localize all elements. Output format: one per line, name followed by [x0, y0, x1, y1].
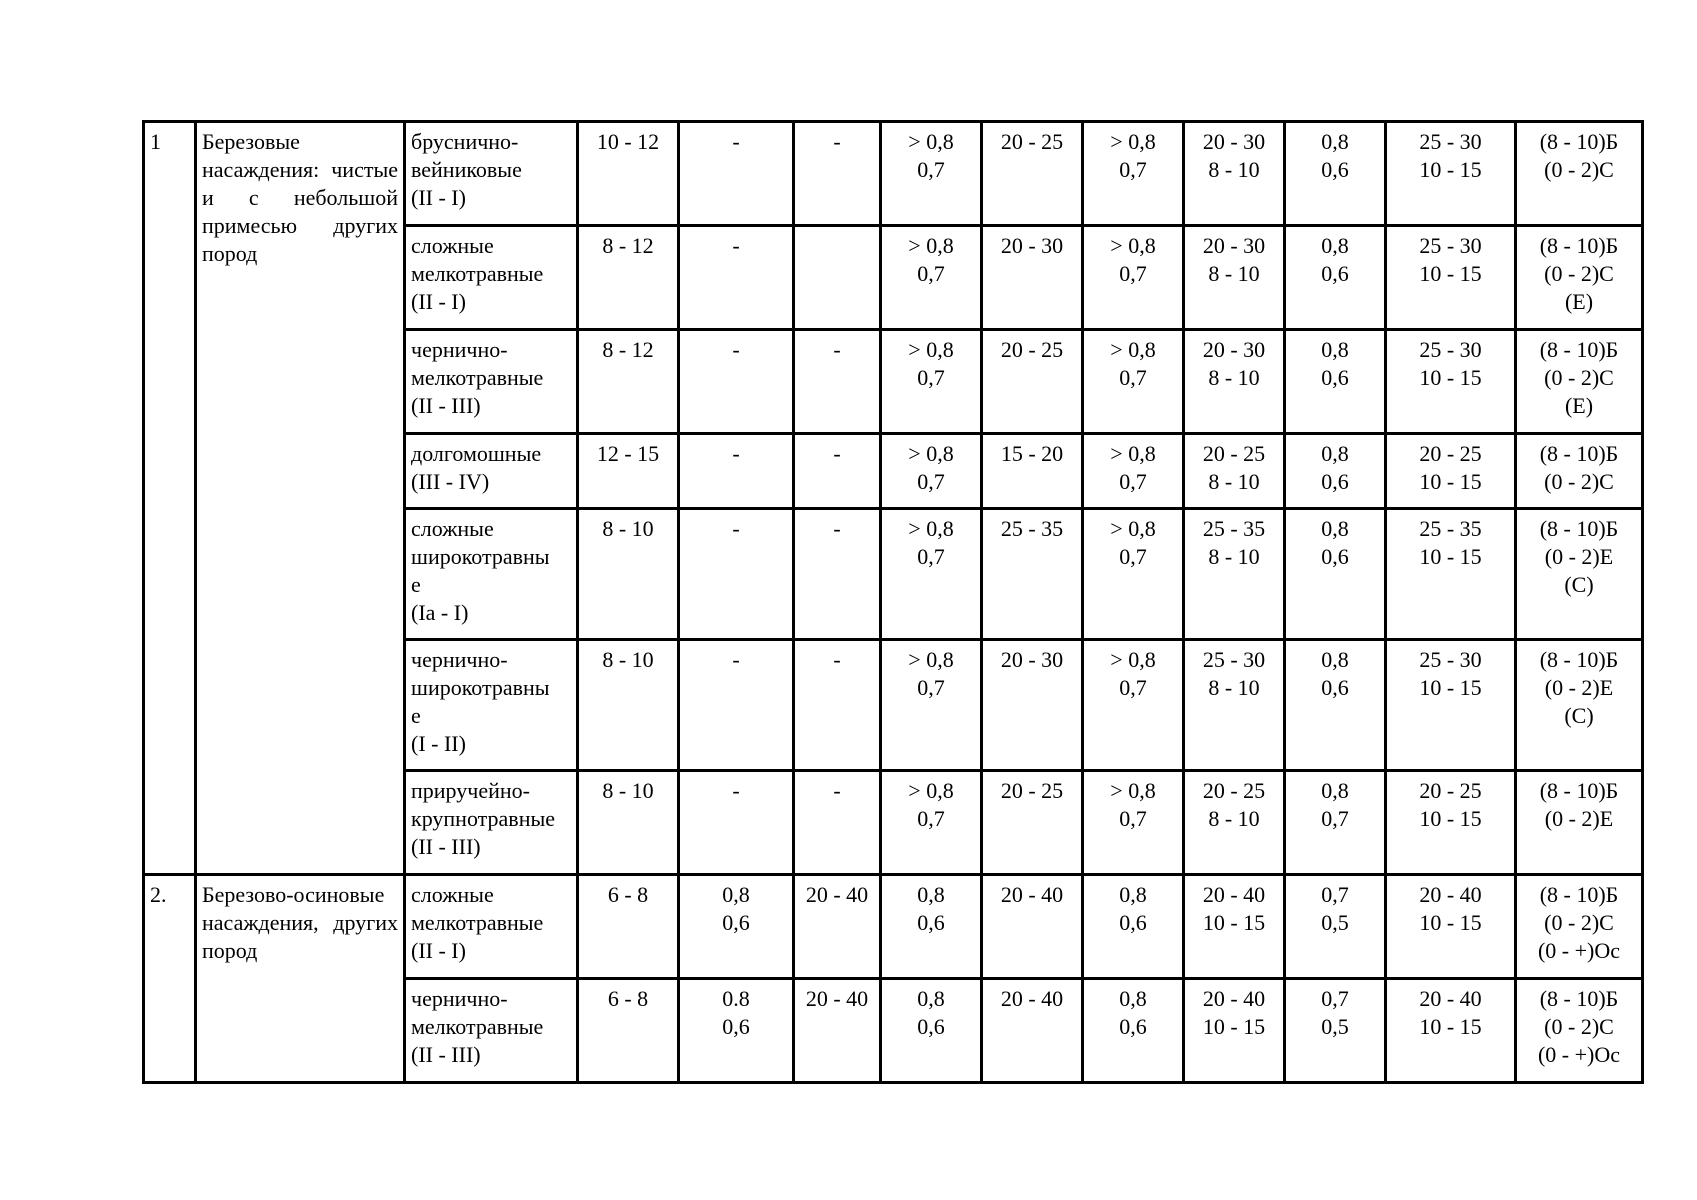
- cell-line: 10 - 15: [1419, 675, 1482, 700]
- col-6-cell: [881, 226, 982, 330]
- cell-line: -: [732, 233, 740, 258]
- cell-line: (0 - 2)С: [1544, 469, 1614, 494]
- cell-line: 8 - 10: [602, 516, 654, 541]
- col-3-cell: [578, 979, 679, 1083]
- cell-line: 20 - 25: [1000, 778, 1064, 803]
- cell-line: 0,8: [1321, 647, 1349, 672]
- cell-line: сложные: [411, 882, 494, 907]
- cell-line: 8 - 10: [602, 778, 654, 803]
- col-12-cell: [1516, 771, 1643, 875]
- cell-line: 20 - 30: [1202, 337, 1266, 362]
- cell-line: 20 - 40: [1419, 986, 1482, 1011]
- cell-line: -: [833, 647, 841, 672]
- table-row: [144, 875, 1643, 979]
- group-name: Березовые насаждения: чистые и с небольшой примесью других пород: [196, 122, 405, 875]
- cell-line: 10 - 15: [1202, 910, 1266, 935]
- cell-line: 0,6: [917, 1014, 945, 1039]
- col-12-cell: [1516, 330, 1643, 434]
- cell-line: 0,8: [1119, 882, 1147, 907]
- col-8-cell: [1083, 509, 1184, 640]
- cell-line: 0,6: [1321, 544, 1349, 569]
- cell-line: 20 - 40: [1000, 882, 1064, 907]
- cell-line: (III - IV): [411, 469, 490, 494]
- cell-line: (Ia - I): [411, 600, 469, 625]
- col-11-cell: [1386, 330, 1516, 434]
- cell-line: 0,8: [1321, 337, 1349, 362]
- col-12-cell: [1516, 509, 1643, 640]
- cell-line: 0,8: [1321, 516, 1349, 541]
- col-8-cell: [1083, 122, 1184, 226]
- cell-line: 0,5: [1321, 1014, 1349, 1039]
- cell-line: 0,7: [917, 806, 945, 831]
- col-4-cell: [679, 330, 794, 434]
- group-name: Березово-осиновые насаждения, других пород: [196, 875, 405, 1083]
- cell-line: > 0,8: [908, 647, 954, 672]
- col-6-cell: [881, 640, 982, 771]
- cell-line: 10 - 15: [1419, 806, 1482, 831]
- col-10-cell: [1285, 226, 1386, 330]
- col-9-cell: [1184, 122, 1285, 226]
- col-11-cell: [1386, 640, 1516, 771]
- col-3-cell: [578, 640, 679, 771]
- cell-line: 0,7: [1119, 469, 1147, 494]
- cell-line: 0,8: [1119, 986, 1147, 1011]
- col-10-cell: [1285, 771, 1386, 875]
- group-number: 1: [144, 122, 196, 875]
- cell-line: (II - III): [411, 834, 481, 859]
- cell-line: 20 - 30: [1000, 647, 1064, 672]
- cell-line: 10 - 15: [1419, 544, 1482, 569]
- cell-line: долгомошные: [411, 441, 542, 466]
- cell-line: (0 - 2)Е: [1544, 806, 1614, 831]
- col-6-cell: [881, 509, 982, 640]
- col-12-cell: [1516, 434, 1643, 509]
- col-9-cell: [1184, 979, 1285, 1083]
- cell-line: (0 - 2)С: [1544, 261, 1614, 286]
- cell-line: (Е): [1564, 393, 1594, 418]
- cell-line: 0,7: [917, 469, 945, 494]
- cell-line: вейниковые: [411, 157, 522, 182]
- cell-line: 25 - 30: [1419, 647, 1482, 672]
- cell-line: 0,7: [1119, 157, 1147, 182]
- cell-line: 10 - 15: [1202, 1014, 1266, 1039]
- cell-line: (8 - 10)Б: [1539, 233, 1619, 258]
- cell-line: мелкотравные: [411, 1014, 544, 1039]
- cell-line: 20 - 25: [1000, 337, 1064, 362]
- cell-line: сложные: [411, 516, 494, 541]
- cell-line: 20 - 30: [1202, 129, 1266, 154]
- cell-line: > 0,8: [1110, 516, 1156, 541]
- cell-line: широкотравны: [411, 544, 550, 569]
- col-4-cell: [679, 875, 794, 979]
- col-8-cell: [1083, 330, 1184, 434]
- cell-line: 8 - 10: [1208, 544, 1260, 569]
- cell-line: 0,7: [1321, 986, 1349, 1011]
- col-5-cell: [794, 226, 881, 330]
- cell-line: 12 - 15: [596, 441, 660, 466]
- cell-line: 10 - 15: [1419, 1014, 1482, 1039]
- cell-line: 20 - 30: [1000, 233, 1064, 258]
- col-3-cell: [578, 509, 679, 640]
- col-8-cell: [1083, 875, 1184, 979]
- cell-line: 15 - 20: [1000, 441, 1064, 466]
- cell-line: 0,6: [1321, 365, 1349, 390]
- cell-line: 10 - 15: [1419, 157, 1482, 182]
- cell-line: 0.8: [722, 986, 750, 1011]
- col-10-cell: [1285, 434, 1386, 509]
- cell-line: > 0,8: [1110, 129, 1156, 154]
- cell-line: (0 - +)Ос: [1537, 938, 1621, 963]
- cell-line: (0 - 2)С: [1544, 365, 1614, 390]
- col-5-cell: [794, 640, 881, 771]
- cell-line: (II - III): [411, 393, 481, 418]
- cell-line: -: [833, 516, 841, 541]
- cell-line: 8 - 10: [1208, 806, 1260, 831]
- col-10-cell: [1285, 875, 1386, 979]
- cell-line: 0,6: [1321, 157, 1349, 182]
- cell-line: -: [732, 441, 740, 466]
- cell-line: 0,7: [1119, 544, 1147, 569]
- col-11-cell: [1386, 771, 1516, 875]
- cell-line: -: [732, 778, 740, 803]
- cell-line: 8 - 10: [1208, 157, 1260, 182]
- stand-type-cell: [405, 640, 578, 771]
- cell-line: (С): [1564, 703, 1594, 728]
- cell-line: 0,8: [1321, 233, 1349, 258]
- col-9-cell: [1184, 640, 1285, 771]
- cell-line: (0 - 2)Е: [1544, 675, 1614, 700]
- cell-line: -: [833, 129, 841, 154]
- cell-line: (II - III): [411, 1042, 481, 1067]
- col-7-cell: [982, 771, 1083, 875]
- col-3-cell: [578, 434, 679, 509]
- cell-line: (8 - 10)Б: [1539, 337, 1619, 362]
- cell-line: (0 - 2)С: [1544, 1014, 1614, 1039]
- col-11-cell: [1386, 979, 1516, 1083]
- cell-line: (8 - 10)Б: [1539, 882, 1619, 907]
- col-12-cell: [1516, 640, 1643, 771]
- cell-line: (II - I): [411, 185, 466, 210]
- cell-line: 0,6: [1321, 469, 1349, 494]
- cell-line: 0,7: [1321, 882, 1349, 907]
- cell-line: 8 - 10: [1208, 365, 1260, 390]
- col-10-cell: [1285, 122, 1386, 226]
- col-8-cell: [1083, 979, 1184, 1083]
- cell-line: 0,5: [1321, 910, 1349, 935]
- col-3-cell: [578, 330, 679, 434]
- col-6-cell: [881, 434, 982, 509]
- cell-line: 25 - 35: [1000, 516, 1064, 541]
- col-4-cell: [679, 226, 794, 330]
- col-11-cell: [1386, 509, 1516, 640]
- col-8-cell: [1083, 226, 1184, 330]
- cell-line: 0,7: [1119, 806, 1147, 831]
- cell-line: > 0,8: [1110, 647, 1156, 672]
- cell-line: (II - I): [411, 938, 466, 963]
- col-5-cell: [794, 330, 881, 434]
- col-7-cell: [982, 875, 1083, 979]
- cell-line: 20 - 40: [805, 986, 869, 1011]
- cell-line: 20 - 25: [1419, 778, 1482, 803]
- col-7-cell: [982, 122, 1083, 226]
- cell-line: 20 - 40: [1202, 882, 1266, 907]
- cell-line: > 0,8: [908, 441, 954, 466]
- cell-line: 0,8: [917, 986, 945, 1011]
- cell-line: 20 - 25: [1202, 778, 1266, 803]
- cell-line: 0,7: [1119, 261, 1147, 286]
- col-4-cell: [679, 434, 794, 509]
- cell-line: 0,7: [917, 544, 945, 569]
- cell-line: -: [833, 778, 841, 803]
- cell-line: 0,7: [1321, 806, 1349, 831]
- cell-line: 0,6: [1119, 910, 1147, 935]
- col-3-cell: [578, 875, 679, 979]
- col-12-cell: [1516, 979, 1643, 1083]
- col-4-cell: [679, 979, 794, 1083]
- cell-line: е: [411, 572, 421, 597]
- stand-type-cell: [405, 434, 578, 509]
- cell-line: -: [833, 441, 841, 466]
- cell-line: 0,6: [1321, 675, 1349, 700]
- stand-type-cell: [405, 330, 578, 434]
- col-11-cell: [1386, 122, 1516, 226]
- cell-line: 20 - 40: [1419, 882, 1482, 907]
- cell-line: > 0,8: [908, 337, 954, 362]
- cell-line: 8 - 10: [1208, 469, 1260, 494]
- cell-line: (0 - 2)С: [1544, 157, 1614, 182]
- cell-line: 0,7: [917, 365, 945, 390]
- col-10-cell: [1285, 330, 1386, 434]
- col-9-cell: [1184, 771, 1285, 875]
- cell-line: 0,8: [917, 882, 945, 907]
- cell-line: 20 - 30: [1202, 233, 1266, 258]
- stand-type-cell: [405, 226, 578, 330]
- cell-line: 25 - 30: [1419, 129, 1482, 154]
- table-row: [144, 122, 1643, 226]
- cell-line: мелкотравные: [411, 365, 544, 390]
- col-7-cell: [982, 434, 1083, 509]
- cell-line: 20 - 25: [1202, 441, 1266, 466]
- cell-line: 8 - 12: [602, 233, 654, 258]
- col-3-cell: [578, 771, 679, 875]
- cell-line: 10 - 15: [1419, 365, 1482, 390]
- cell-line: > 0,8: [1110, 233, 1156, 258]
- forest-stand-table: [142, 120, 1644, 1084]
- col-10-cell: [1285, 979, 1386, 1083]
- cell-line: 0,7: [917, 261, 945, 286]
- cell-line: 8 - 10: [1208, 675, 1260, 700]
- cell-line: 0,7: [917, 675, 945, 700]
- cell-line: широкотравны: [411, 675, 550, 700]
- cell-line: (0 - 2)Е: [1544, 544, 1614, 569]
- col-12-cell: [1516, 875, 1643, 979]
- col-10-cell: [1285, 640, 1386, 771]
- cell-line: > 0,8: [908, 233, 954, 258]
- col-5-cell: [794, 509, 881, 640]
- col-11-cell: [1386, 434, 1516, 509]
- col-5-cell: [794, 875, 881, 979]
- cell-line: 0,7: [917, 157, 945, 182]
- cell-line: (8 - 10)Б: [1539, 778, 1619, 803]
- col-9-cell: [1184, 509, 1285, 640]
- cell-line: -: [732, 337, 740, 362]
- cell-line: 6 - 8: [607, 882, 649, 907]
- cell-line: е: [411, 703, 421, 728]
- cell-line: 0,6: [1119, 1014, 1147, 1039]
- cell-line: (С): [1564, 572, 1594, 597]
- cell-line: 8 - 10: [602, 647, 654, 672]
- cell-line: (8 - 10)Б: [1539, 441, 1619, 466]
- cell-line: 0,7: [1119, 675, 1147, 700]
- stand-type-cell: [405, 771, 578, 875]
- cell-line: чернично-: [411, 986, 508, 1011]
- col-4-cell: [679, 640, 794, 771]
- col-11-cell: [1386, 875, 1516, 979]
- col-8-cell: [1083, 640, 1184, 771]
- col-10-cell: [1285, 509, 1386, 640]
- cell-line: 20 - 40: [1000, 986, 1064, 1011]
- col-7-cell: [982, 979, 1083, 1083]
- cell-line: 0,8: [1321, 778, 1349, 803]
- cell-line: сложные: [411, 233, 494, 258]
- col-6-cell: [881, 771, 982, 875]
- col-12-cell: [1516, 122, 1643, 226]
- col-6-cell: [881, 330, 982, 434]
- cell-line: > 0,8: [908, 129, 954, 154]
- cell-line: 0,6: [917, 910, 945, 935]
- cell-line: (II - I): [411, 289, 466, 314]
- cell-line: 25 - 30: [1202, 647, 1266, 672]
- cell-line: 0,8: [1321, 441, 1349, 466]
- cell-line: 10 - 12: [596, 129, 660, 154]
- col-7-cell: [982, 509, 1083, 640]
- col-5-cell: [794, 979, 881, 1083]
- col-6-cell: [881, 122, 982, 226]
- cell-line: 25 - 35: [1419, 516, 1482, 541]
- cell-line: чернично-: [411, 647, 508, 672]
- col-3-cell: [578, 122, 679, 226]
- col-8-cell: [1083, 771, 1184, 875]
- cell-line: 25 - 30: [1419, 233, 1482, 258]
- col-11-cell: [1386, 226, 1516, 330]
- cell-line: мелкотравные: [411, 910, 544, 935]
- cell-line: > 0,8: [1110, 778, 1156, 803]
- cell-line: приручейно-: [411, 778, 530, 803]
- col-4-cell: [679, 771, 794, 875]
- cell-line: (Е): [1564, 289, 1594, 314]
- cell-line: -: [732, 129, 740, 154]
- cell-line: > 0,8: [908, 516, 954, 541]
- cell-line: 8 - 10: [1208, 261, 1260, 286]
- cell-line: 0,6: [1321, 261, 1349, 286]
- cell-line: 20 - 40: [1202, 986, 1266, 1011]
- col-6-cell: [881, 979, 982, 1083]
- cell-line: крупнотравные: [411, 806, 556, 831]
- cell-line: 20 - 25: [1000, 129, 1064, 154]
- cell-line: 10 - 15: [1419, 910, 1482, 935]
- col-9-cell: [1184, 875, 1285, 979]
- col-5-cell: [794, 771, 881, 875]
- col-4-cell: [679, 122, 794, 226]
- cell-line: 0,7: [1119, 365, 1147, 390]
- cell-line: 25 - 30: [1419, 337, 1482, 362]
- col-3-cell: [578, 226, 679, 330]
- col-4-cell: [679, 509, 794, 640]
- cell-line: (0 - +)Ос: [1537, 1042, 1621, 1067]
- cell-line: 0,6: [722, 1014, 750, 1039]
- cell-line: (8 - 10)Б: [1539, 647, 1619, 672]
- cell-line: 8 - 12: [602, 337, 654, 362]
- col-9-cell: [1184, 434, 1285, 509]
- cell-line: 10 - 15: [1419, 261, 1482, 286]
- col-7-cell: [982, 330, 1083, 434]
- group-number: 2.: [144, 875, 196, 1083]
- col-5-cell: [794, 122, 881, 226]
- stand-type-cell: [405, 509, 578, 640]
- cell-line: 25 - 35: [1202, 516, 1266, 541]
- col-12-cell: [1516, 226, 1643, 330]
- cell-line: (8 - 10)Б: [1539, 516, 1619, 541]
- cell-line: > 0,8: [1110, 337, 1156, 362]
- cell-line: (8 - 10)Б: [1539, 986, 1619, 1011]
- cell-line: 10 - 15: [1419, 469, 1482, 494]
- stand-type-cell: [405, 979, 578, 1083]
- cell-line: 0,8: [722, 882, 750, 907]
- cell-line: брусничнo-: [411, 129, 519, 154]
- cell-line: > 0,8: [908, 778, 954, 803]
- cell-line: 20 - 25: [1419, 441, 1482, 466]
- col-6-cell: [881, 875, 982, 979]
- cell-line: 0,8: [1321, 129, 1349, 154]
- cell-line: (I - II): [411, 731, 466, 756]
- col-7-cell: [982, 226, 1083, 330]
- cell-line: 20 - 40: [805, 882, 869, 907]
- cell-line: -: [833, 337, 841, 362]
- cell-line: > 0,8: [1110, 441, 1156, 466]
- cell-line: 0,6: [722, 910, 750, 935]
- cell-line: чернично-: [411, 337, 508, 362]
- col-5-cell: [794, 434, 881, 509]
- col-8-cell: [1083, 434, 1184, 509]
- stand-type-cell: [405, 122, 578, 226]
- col-7-cell: [982, 640, 1083, 771]
- cell-line: -: [732, 516, 740, 541]
- col-9-cell: [1184, 330, 1285, 434]
- stand-type-cell: [405, 875, 578, 979]
- cell-line: (0 - 2)С: [1544, 910, 1614, 935]
- cell-line: -: [732, 647, 740, 672]
- table-body: [144, 122, 1643, 1083]
- cell-line: мелкотравные: [411, 261, 544, 286]
- cell-line: (8 - 10)Б: [1539, 129, 1619, 154]
- col-9-cell: [1184, 226, 1285, 330]
- cell-line: 6 - 8: [607, 986, 649, 1011]
